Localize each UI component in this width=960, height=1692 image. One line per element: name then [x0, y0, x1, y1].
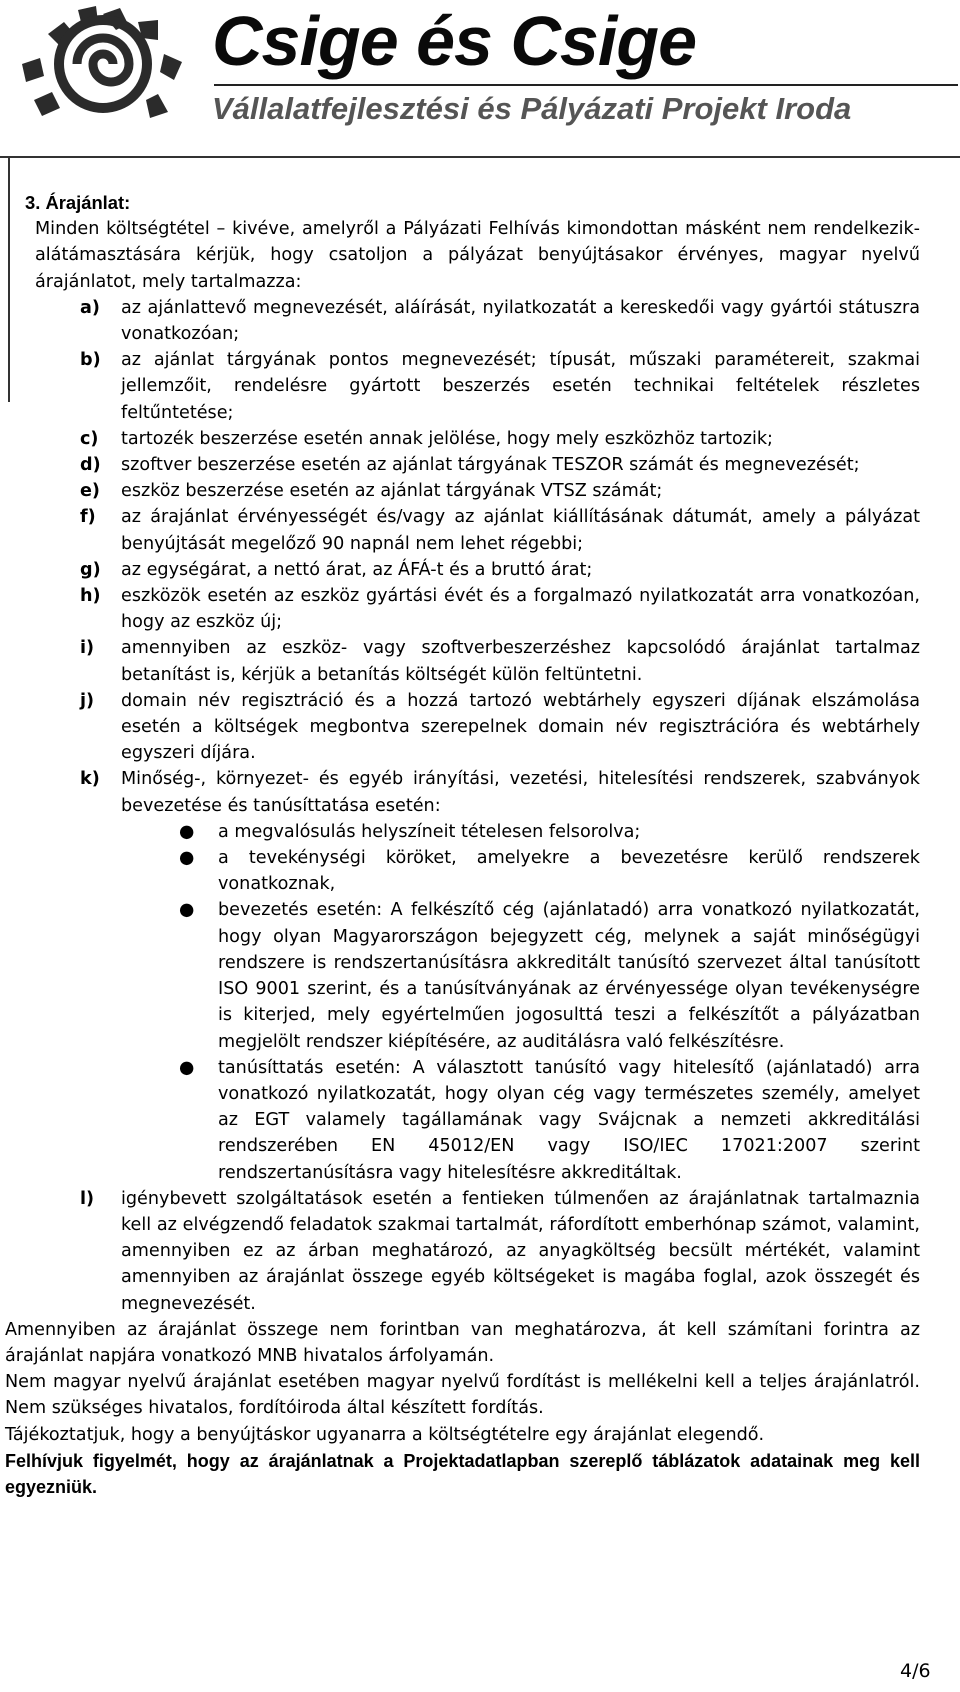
- item-letter: f): [80, 507, 96, 528]
- language-paragraph: Nem magyar nyelvű árajánlat esetében magyar nyelvű fordítást is mellékelni kell a teljes árajánlatról. Nem szükséges hivatalos, fordítóiroda által készített fordítás.: [5, 1372, 920, 1419]
- bullet-item: [121, 845, 920, 897]
- list-item: [5, 295, 920, 347]
- list-item: [5, 452, 920, 478]
- item-text: az ajánlattevő megnevezését, aláírását, nyilatkozatát a kereskedői vagy gyártói státuszra vonatkozóan;: [121, 297, 920, 345]
- item-text: az árajánlat érvényességét és/vagy az ajánlat kiállításának dátumát, amely a pályázat benyújtását megelőző 90 napnál nem lehet régebbi;: [121, 507, 920, 554]
- currency-paragraph: Amennyiben az árajánlat összege nem forintban van meghatározva, át kell számítani forintra az árajánlat napjára vonatkozó MNB hivatalos árfolyamán.: [5, 1319, 920, 1366]
- page-number: 4/6: [900, 1660, 931, 1682]
- brand-name: Csige és Csige: [212, 2, 696, 80]
- bullet-text: a tevekénységi köröket, amelyekre a bevezetésre kerülő rendszerek vonatkoznak,: [218, 848, 920, 895]
- bullet-dot-icon: ●: [179, 821, 195, 842]
- item-letter: l): [80, 1188, 95, 1209]
- list-item: [5, 426, 920, 452]
- item-text: eszköz beszerzése esetén az ajánlat tárgyának VTSZ számát;: [121, 481, 663, 502]
- item-letter: b): [80, 350, 101, 371]
- item-letter: k): [80, 769, 100, 790]
- list-item: [5, 688, 920, 767]
- bullet-text: a megvalósulás helyszíneit tételesen felsorolva;: [218, 821, 641, 842]
- intro-paragraph: Minden költségtétel – kivéve, amelyről a Pályázati Felhívás kimondottan másként nem rendelkezik- alátámasztására kérjük, hogy csatoljon a pályázat benyújtásakor érvényes, magyar nyelvű árajánlatot, mely tartalmazza:: [35, 219, 920, 292]
- item-text: az egységárat, a nettó árat, az ÁFÁ-t és a bruttó árat;: [121, 559, 593, 580]
- bullet-item: [121, 819, 920, 845]
- bullet-item: [121, 897, 920, 1054]
- item-letter: j): [80, 690, 95, 711]
- document-body: [5, 190, 920, 1500]
- item-letter: i): [80, 638, 95, 659]
- important-note: Felhívjuk figyelmét, hogy az árajánlatnak a Projektadatlapban szereplő táblázatok adatainak meg kell egyezniük.: [5, 1450, 920, 1497]
- list-item: [5, 1186, 920, 1317]
- page-header: [0, 0, 960, 148]
- requirement-list: [5, 295, 920, 1317]
- list-item: [5, 766, 920, 1185]
- item-text: amennyiben az eszköz- vagy szoftverbeszerzéshez kapcsolódó árajánlat tartalmaz betanítást is, kérjük a betanítás költségét külön feltüntetni.: [121, 638, 920, 685]
- bullet-dot-icon: ●: [179, 1057, 195, 1078]
- list-item: [5, 557, 920, 583]
- bullet-item: [121, 1055, 920, 1186]
- list-item: [5, 583, 920, 635]
- list-item: [5, 635, 920, 687]
- item-text: Minőség-, környezet- és egyéb irányítási, vezetési, hitelesítési rendszerek, szabványok bevezetése és tanúsíttatása esetén:: [121, 769, 920, 816]
- item-text: szoftver beszerzése esetén az ajánlat tárgyának TESZOR számát és megnevezését;: [121, 455, 860, 476]
- item-letter: h): [80, 586, 101, 607]
- item-text: az ajánlat tárgyának pontos megnevezését; típusát, műszaki paramétereit, szakmai jellemzőit, rendelésre gyártott beszerzés esetén technikai feltételek részletes feltűntetése;: [121, 350, 920, 423]
- item-letter: a): [80, 297, 100, 318]
- bullet-list: [121, 819, 920, 1186]
- header-divider: [0, 156, 960, 158]
- single-offer-paragraph: Tájékoztatjuk, hogy a benyújtáskor ugyanarra a költségtételre egy árajánlat elegendő.: [5, 1424, 765, 1445]
- bullet-text: bevezetés esetén: A felkészítő cég (ajánlatadó) arra vonatkozó nyilatkozatát, hogy olyan Magyarországon bejegyzett cég, melynek a saját minőségügyi rendszere is rendszertanúsításra akkreditált tanúsító szervezet által tanúsított ISO 9001 szerint, és a tanúsítványának az érvényessége olyan tevékenységre is kiterjed, mely egyértelműen jogosulttá teszi a felkészítőt a pályázatban megjelölt rendszer kiépítésére, az auditálásra való felkészítésre.: [218, 900, 920, 1052]
- brand-subtitle: Vállalatfejlesztési és Pályázati Projekt Iroda: [212, 91, 852, 126]
- company-logo-icon: [8, 4, 198, 122]
- bullet-text: tanúsíttatás esetén: A választott tanúsító vagy hitelesítő (ajánlatadó) arra vonatkozó nyilatkozatát, hogy olyan cég vagy természetes személy, amelyet az EGT valamely tagállamának vagy Svájcnak a nemzeti akkreditálási rendszerében EN 45012/EN vagy ISO/IEC 17021:2007 szerint rendszertanúsításra vagy hitelesítésre akkreditáltak.: [218, 1057, 920, 1183]
- list-item: [5, 347, 920, 426]
- item-letter: d): [80, 455, 101, 476]
- bullet-dot-icon: ●: [179, 848, 195, 869]
- item-text: tartozék beszerzése esetén annak jelölése, hogy mely eszközhöz tartozik;: [121, 428, 773, 449]
- item-text: domain név regisztráció és a hozzá tartozó webtárhely egyszeri díjának elszámolása esetén a költségek megbontva szerepelnek domain név regisztrációra és webtárhely egyszeri díjára.: [121, 690, 920, 764]
- item-letter: c): [80, 428, 99, 449]
- bullet-dot-icon: ●: [179, 900, 195, 921]
- item-text: igénybevett szolgáltatások esetén a fentieken túlmenően az árajánlatnak tartalmaznia kell az elvégzendő feladatok szakmai tartalmát, ráfordított emberhónap számot, valamint, amennyiben ez az árban meghatározó, az anyagköltség becsült mértékét, valamint amennyiben az árajánlat összege egyéb költségeket is magába foglal, azok összegét és megnevezését.: [121, 1188, 920, 1314]
- item-text: eszközök esetén az eszköz gyártási évét és a forgalmazó nyilatkozatát arra vonatkozóan, hogy az eszköz új;: [121, 586, 920, 633]
- list-item: [5, 478, 920, 504]
- brand-divider: [214, 84, 958, 86]
- section-title: 3. Árajánlat:: [25, 192, 131, 213]
- item-letter: e): [80, 481, 100, 502]
- item-letter: g): [80, 559, 101, 580]
- list-item: [5, 504, 920, 556]
